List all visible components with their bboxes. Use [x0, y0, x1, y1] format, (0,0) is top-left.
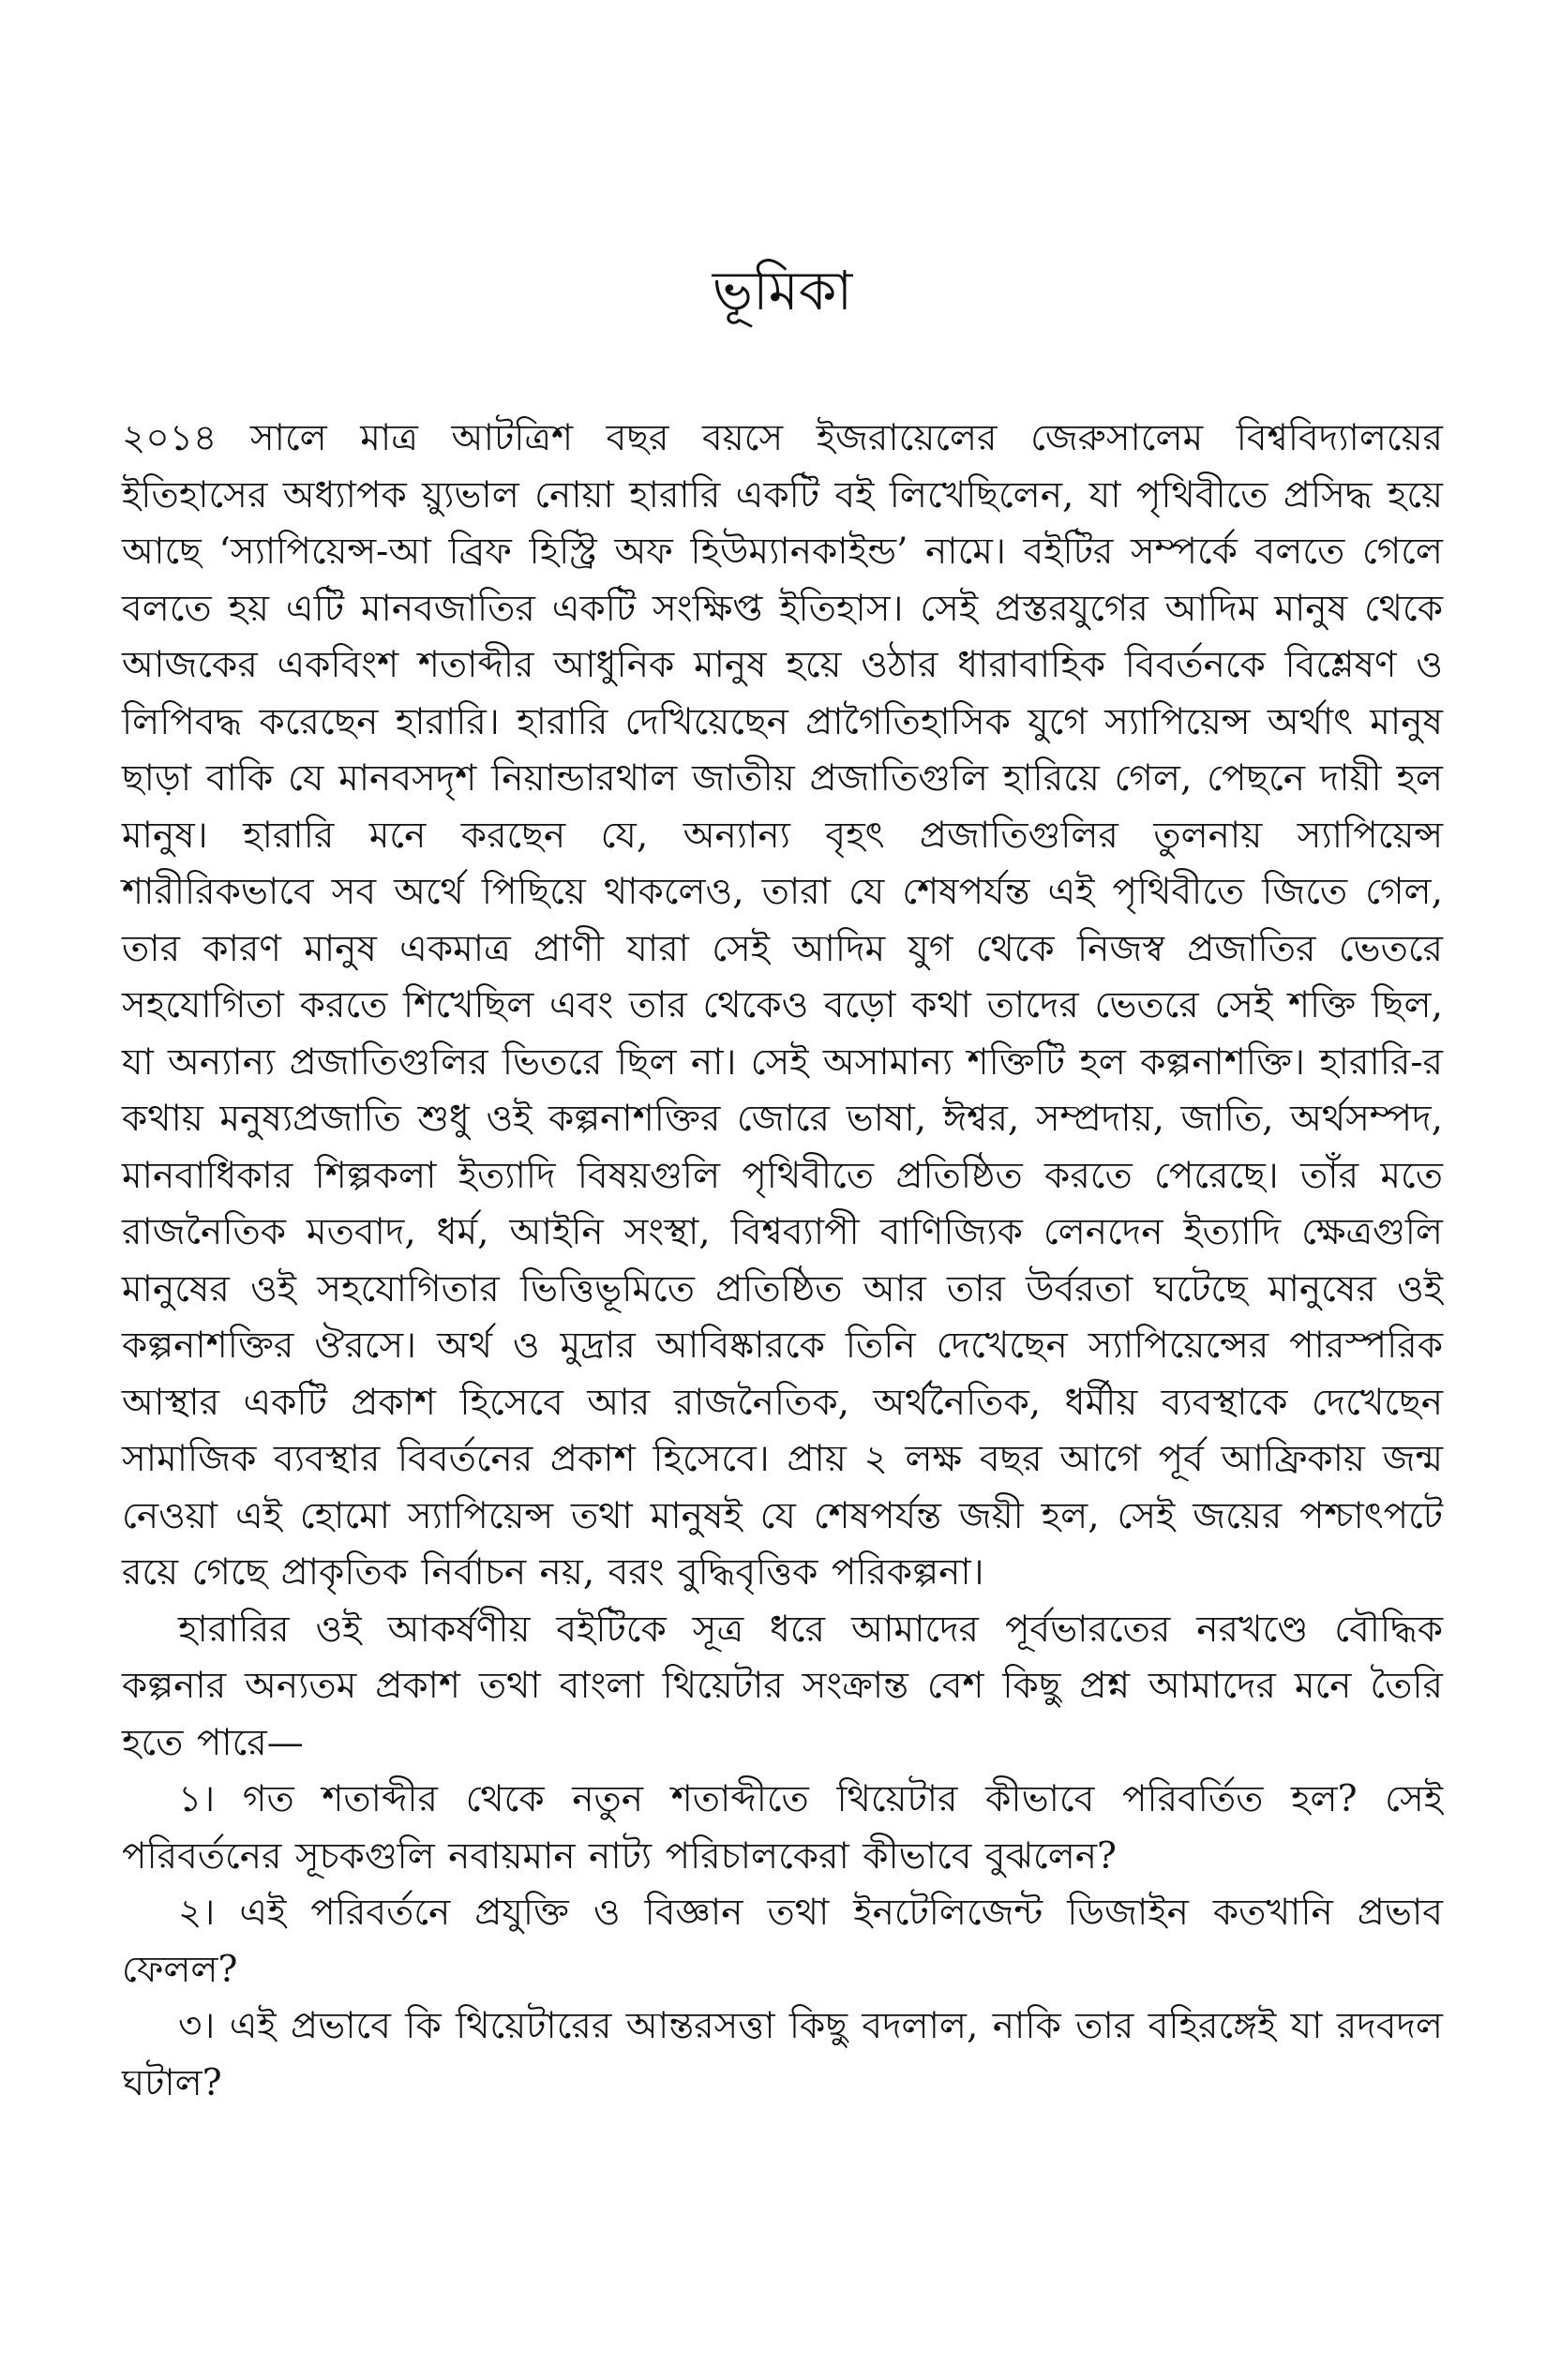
body-text	[122, 411, 1443, 2112]
paragraph-intro: ২০১৪ সালে মাত্র আটত্রিশ বছর বয়সে ইজরায়েলের জেরুসালেম বিশ্ববিদ্যালয়ের ইতিহাসের অধ্যাপক য়্যুভাল নোয়া হারারি একটি বই লিখেছিলেন, যা পৃথিবীতে প্রসিদ্ধ হয়ে আছে ‘স্যাপিয়েন্স-আ ব্রিফ হিস্ট্রি অফ হিউম্যানকাইন্ড’ নামে। বইটির সম্পর্কে বলতে গেলে বলতে হয় এটি মানবজাতির একটি সংক্ষিপ্ত ইতিহাস। সেই প্রস্তরযুগের আদিম মানুষ থেকে আজকের একবিংশ শতাব্দীর আধুনিক মানুষ হয়ে ওঠার ধারাবাহিক বিবর্তনকে বিশ্লেষণ ও লিপিবদ্ধ করেছেন হারারি। হারারি দেখিয়েছেন প্রাগৈতিহাসিক যুগে স্যাপিয়েন্স অর্থাৎ মানুষ ছাড়া বাকি যে মানবসদৃশ নিয়ান্ডারথাল জাতীয় প্রজাতিগুলি হারিয়ে গেল, পেছনে দায়ী হল মানুষ। হারারি মনে করছেন যে, অন্যান্য বৃহৎ প্রজাতিগুলির তুলনায় স্যাপিয়েন্স শারীরিকভাবে সব অর্থে পিছিয়ে থাকলেও, তারা যে শেষপর্যন্ত এই পৃথিবীতে জিতে গেল, তার কারণ মানুষ একমাত্র প্রাণী যারা সেই আদিম যুগ থেকে নিজস্ব প্রজাতির ভেতরে সহযোগিতা করতে শিখেছিল এবং তার থেকেও বড়ো কথা তাদের ভেতরে সেই শক্তি ছিল, যা অন্যান্য প্রজাতিগুলির ভিতরে ছিল না। সেই অসামান্য শক্তিটি হল কল্পনাশক্তি। হারারি-র কথায় মনুষ্যপ্রজাতি শুধু ওই কল্পনাশক্তির জোরে ভাষা, ঈশ্বর, সম্প্রদায়, জাতি, অর্থসম্পদ, মানবাধিকার শিল্পকলা ইত্যাদি বিষয়গুলি পৃথিবীতে প্রতিষ্ঠিত করতে পেরেছে। তাঁর মতে রাজনৈতিক মতবাদ, ধর্ম, আইনি সংস্থা, বিশ্বব্যাপী বাণিজ্যিক লেনদেন ইত্যাদি ক্ষেত্রগুলি মানুষের ওই সহযোগিতার ভিত্তিভূমিতে প্রতিষ্ঠিত আর তার উর্বরতা ঘটেছে মানুষের ওই কল্পনাশক্তির ঔরসে। অর্থ ও মুদ্রার আবিষ্কারকে তিনি দেখেছেন স্যাপিয়েন্সের পারস্পরিক আস্থার একটি প্রকাশ হিসেবে আর রাজনৈতিক, অর্থনৈতিক, ধর্মীয় ব্যবস্থাকে দেখেছেন সামাজিক ব্যবস্থার বিবর্তনের প্রকাশ হিসেবে। প্রায় ২ লক্ষ বছর আগে পূর্ব আফ্রিকায় জন্ম নেওয়া এই হোমো স্যাপিয়েন্স তথা মানুষই যে শেষপর্যন্ত জয়ী হল, সেই জয়ের পশ্চাৎপটে রয়ে গেছে প্রাকৃতিক নির্বাচন নয়, বরং বুদ্ধিবৃত্তিক পরিকল্পনা।	[122, 417, 1443, 1594]
question-item-2: ২। এই পরিবর্তনে প্রযুক্তি ও বিজ্ঞান তথা ইনটেলিজেন্ট ডিজাইন কতখানি প্রভাব ফেলল?	[122, 1892, 1443, 1991]
paragraph-questions-lead: হারারির ওই আকর্ষণীয় বইটিকে সূত্র ধরে আমাদের পূর্বভারতের নরখণ্ডে বৌদ্ধিক কল্পনার অন্যতম প্রকাশ তথা বাংলা থিয়েটার সংক্রান্ত বেশ কিছু প্রশ্ন আমাদের মনে তৈরি হতে পারে—	[122, 1608, 1443, 1764]
question-item-1: ১। গত শতাব্দীর থেকে নতুন শতাব্দীতে থিয়েটার কীভাবে পরিবর্তিত হল? সেই পরিবর্তনের সূচকগুলি নবায়মান নাট্য পরিচালকেরা কীভাবে বুঝলেন?	[122, 1778, 1443, 1878]
page-title: ভূমিকা	[712, 259, 853, 322]
question-item-3: ৩। এই প্রভাবে কি থিয়েটারের আন্তরসত্তা কিছু বদলাল, নাকি তার বহিরঙ্গেই যা রদবদল ঘটাল?	[122, 2005, 1443, 2104]
